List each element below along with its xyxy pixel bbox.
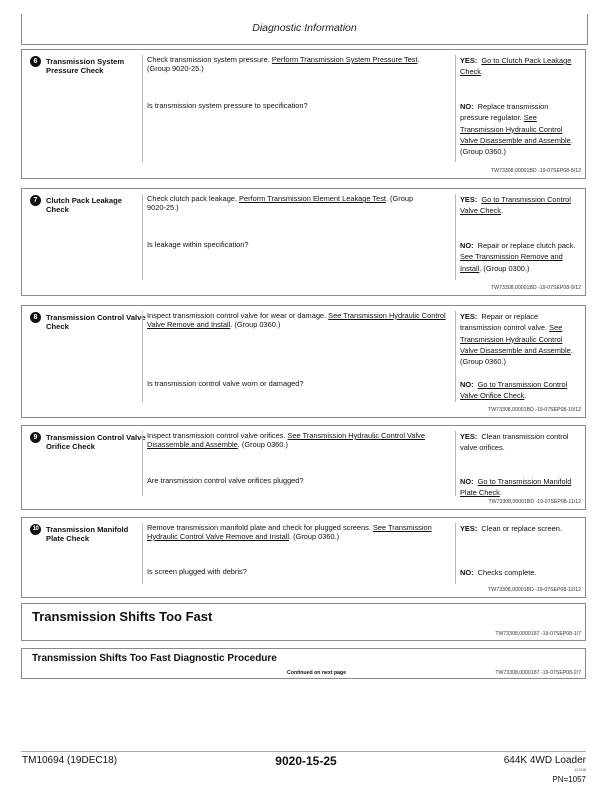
step-number-badge: 7 bbox=[30, 195, 41, 206]
reference-code: TW73308,00001BD -19-07SEP08-12/12 bbox=[488, 587, 581, 593]
step-question: Is leakage within specification? bbox=[147, 240, 249, 249]
link-clutch-pack-leakage-check[interactable]: Go to Clutch Pack Leakage Check bbox=[460, 56, 572, 77]
link-valve-disassemble[interactable]: See Transmission Hydraulic Control Valve Disassemble and Assemble bbox=[147, 431, 425, 449]
link-valve-remove-install[interactable]: See Transmission Hydraulic Control Valve Remove and Install bbox=[147, 311, 446, 329]
link-valve-disassemble[interactable]: See Transmission Hydraulic Control Valve Disassemble and Assemble bbox=[460, 113, 571, 145]
footer-date-code: 121918 bbox=[574, 768, 586, 772]
link-manifold-plate-check[interactable]: Go to Transmission Manifold Plate Check bbox=[460, 477, 572, 498]
step-7: 7 Clutch Pack Leakage Check Check clutch pack leakage. Perform Transmission Element Leakage Test. (Group 9020-25.) Is leakage within specification? YES: Go to Transmission Control Valve Check. NO: Repair or replace clutch pack. See Transmission Remove and Install. (Group 0300.) TW73308,00001BD -19-07SEP08-9/12 bbox=[21, 188, 586, 296]
footer-divider bbox=[21, 751, 586, 752]
link-control-valve-check[interactable]: Go to Transmission Control Valve Check bbox=[460, 195, 571, 216]
step-question: Is transmission system pressure to specification? bbox=[147, 101, 308, 110]
link-transmission-remove-install[interactable]: See Transmission Remove and Install bbox=[460, 252, 563, 273]
section-title: Transmission Shifts Too Fast Diagnostic Procedure bbox=[32, 653, 277, 664]
step-title: Transmission System Pressure Check bbox=[46, 57, 125, 75]
link-pressure-test[interactable]: Perform Transmission System Pressure Test bbox=[271, 55, 418, 64]
step-number-badge: 6 bbox=[30, 56, 41, 67]
step-number-badge: 8 bbox=[30, 312, 41, 323]
step-question: Are transmission control valve orifices plugged? bbox=[147, 476, 304, 485]
footer-page-number: 9020-15-25 bbox=[275, 754, 337, 768]
link-element-leakage-test[interactable]: Perform Transmission Element Leakage Test bbox=[239, 194, 386, 203]
link-valve-disassemble[interactable]: See Transmission Hydraulic Control Valve Disassemble and Assemble bbox=[460, 323, 571, 355]
link-valve-remove-install[interactable]: See Transmission Hydraulic Control Valve Remove and Install bbox=[147, 523, 432, 541]
step-number-badge: 10 bbox=[30, 524, 41, 535]
step-6: 6 Transmission System Pressure Check Check transmission system pressure. Perform Transmission System Pressure Test. (Group 9020-25.) Is transmission system pressure to specification? YES: Go to Clutch Pack Leakage Check. NO: Replace transmission pressure regulator. See Transmission Hydraulic Control Valve Disassemble and Assemble. (Group 0360.) TW73308,00001BD -19-07SEP08-8/12 bbox=[21, 49, 586, 179]
reference-code: TW73308,00001BD -19-07SEP08-9/12 bbox=[491, 285, 581, 291]
step-title: Clutch Pack Leakage Check bbox=[46, 196, 122, 214]
reference-code: TW73308,0000187 -19-07SEP08-2/7 bbox=[495, 670, 581, 676]
step-8: 8 Transmission Control Valve Check Inspect transmission control valve for wear or damage. See Transmission Hydraulic Control Valve Remove and Install. (Group 0360.) Is transmission control valve worn or damaged? YES: Repair or replace transmission control valve. See Transmission Hydraulic Control Valve Disassemble and Assemble. (Group 0360.) NO: Go to Transmission Control Valve Orifice Check. TW73308,00001BD -19-07SEP08-10/12 bbox=[21, 305, 586, 418]
step-question: Is transmission control valve worn or damaged? bbox=[147, 379, 304, 388]
reference-code: TW73308,00001BD -19-07SEP08-8/12 bbox=[491, 168, 581, 174]
footer-pn: PN=1057 bbox=[552, 775, 586, 784]
step-title: Transmission Control Valve Orifice Check bbox=[46, 433, 146, 451]
section-title: Transmission Shifts Too Fast bbox=[32, 609, 213, 624]
reference-code: TW73308,00001BD -19-07SEP08-10/12 bbox=[488, 407, 581, 413]
footer-model: 644K 4WD Loader bbox=[503, 755, 586, 766]
step-title: Transmission Manifold Plate Check bbox=[46, 525, 129, 543]
section-diagnostic-procedure bbox=[21, 648, 586, 679]
step-question: Is screen plugged with debris? bbox=[147, 567, 247, 576]
reference-code: TW73308,0000187 -19-07SEP08-1/7 bbox=[495, 631, 581, 637]
step-9: 9 Transmission Control Valve Orifice Check Inspect transmission control valve orifices. See Transmission Hydraulic Control Valve Disassemble and Assemble. (Group 0360.) Are transmission control valve orifices plugged? YES: Clean transmission control valve orifices. NO: Go to Transmission Manifold Plate Check. TW73308,00001BD -19-07SEP08-11/12 bbox=[21, 425, 586, 510]
section-shifts-too-fast bbox=[21, 603, 586, 641]
step-10: 10 Transmission Manifold Plate Check Remove transmission manifold plate and check for plugged screens. See Transmission Hydraulic Control Valve Remove and Install. (Group 0360.) Is screen plugged with debris? YES: Clean or replace screen. NO: Checks complete. TW73308,00001BD -19-07SEP08-12/12 bbox=[21, 517, 586, 598]
continued-note: Continued on next page bbox=[287, 670, 347, 676]
footer-manual-id: TM10694 (19DEC18) bbox=[22, 755, 118, 766]
page-header-title: Diagnostic Information bbox=[252, 22, 357, 34]
link-orifice-check[interactable]: Go to Transmission Control Valve Orifice Check bbox=[460, 380, 568, 401]
step-number-badge: 9 bbox=[30, 432, 41, 443]
page-header bbox=[21, 14, 588, 45]
step-title: Transmission Control Valve Check bbox=[46, 313, 146, 331]
reference-code: TW73308,00001BD -19-07SEP08-11/12 bbox=[488, 499, 581, 505]
